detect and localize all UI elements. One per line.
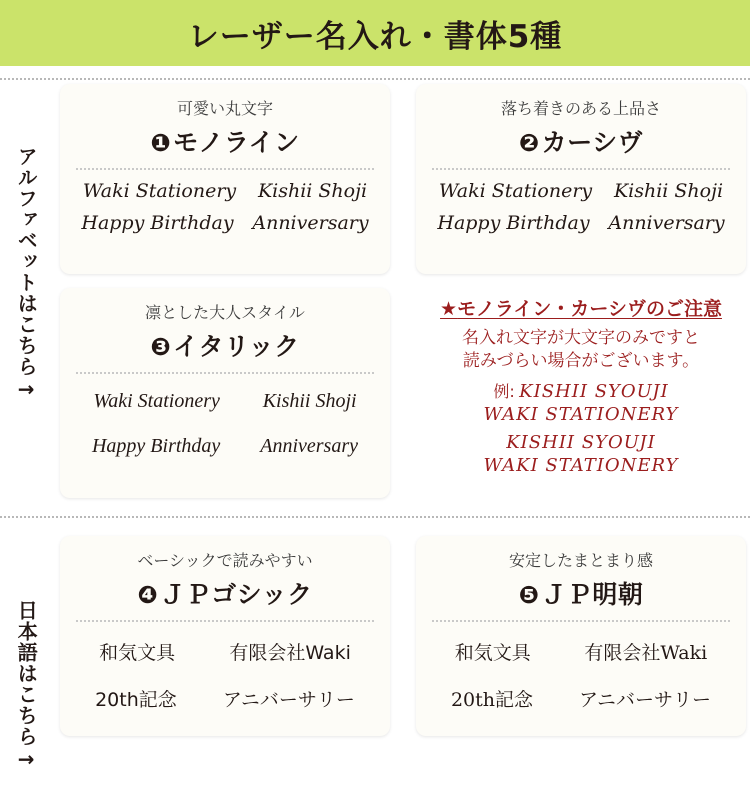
side-label-japanese-text: 日本語はこちら→ [14,600,39,772]
notice-title [428,294,734,321]
sample-row [72,685,378,712]
card-number: ❺ [518,581,540,609]
notice-example-line: KISHII SYOUJI [519,380,669,402]
notice-card [416,288,746,498]
page-title: レーザー名入れ・書体5種 [187,18,563,55]
notice-example-label: 例: [493,381,515,401]
sample-text: 20th記念 [95,689,177,711]
sample-text: Anniversary [252,212,369,234]
card-title [72,327,378,363]
sample-text: 和気文具 [454,642,531,664]
card-title [428,123,734,159]
sample-text: 有限会社Waki [229,642,351,664]
sample-text: Kishii Shoji [257,180,368,202]
sample-text: Happy Birthday [81,212,234,234]
sample-text: 有限会社Waki [584,642,708,664]
sample-text: Happy Birthday [437,212,590,234]
notice-title-text: モノライン・カーシヴのご注意 [457,298,722,320]
card-divider [76,372,374,374]
card-samples [428,180,734,234]
sample-row [428,180,734,202]
card-divider [432,168,730,170]
font-card-italic [60,288,390,498]
notice-line-2: 読みづらい場合がございます。 [462,350,700,371]
sample-text: Anniversary [608,212,725,234]
font-card-monoline [60,84,390,274]
card-subtitle: 落ち着きのある上品さ [500,99,661,118]
card-subtitle: 安定したまとまり感 [508,551,653,570]
card-number: ❷ [518,129,540,157]
card-samples [72,180,378,234]
sample-text: Waki Stationery [438,180,593,202]
side-label-alphabet [8,146,44,536]
sample-text: Kishii Shoji [262,390,357,412]
sample-row [72,390,378,413]
star-icon: ★ [440,298,458,320]
divider-top [0,78,750,80]
card-subtitle: 凛とした大人スタイル [145,303,305,322]
card-title [72,575,378,611]
sample-text: 和気文具 [99,642,176,664]
sample-text: アニバーサリー [222,689,355,711]
card-title-text: ＪＰゴシック [160,580,313,609]
card-samples [72,390,378,458]
sample-text: Kishii Shoji [613,180,724,202]
notice-example-line: WAKI STATIONERY [483,455,679,477]
sample-row [428,638,734,665]
sample-text: Anniversary [260,435,358,457]
card-title-text: カーシヴ [541,128,644,157]
card-divider [76,620,374,622]
card-subtitle: ベーシックで読みやすい [137,551,313,570]
page-body [0,66,750,772]
sample-row [428,212,734,234]
sample-row [72,638,378,665]
card-title-text: ＪＰ明朝 [541,580,644,609]
card-divider [432,620,730,622]
notice-example-line: WAKI STATIONERY [483,404,679,426]
sample-row [428,685,734,712]
card-title [72,123,378,159]
sample-text: Waki Stationery [82,180,237,202]
card-number: ❸ [150,333,172,361]
side-label-alphabet-text: アルファベットはこちら→ [14,146,39,402]
card-title-text: イタリック [173,332,300,361]
card-number: ❶ [150,129,172,157]
page-header [0,0,750,66]
font-card-cursive [416,84,746,274]
sample-row [72,180,378,202]
font-card-jp-gothic [60,536,390,736]
side-label-japanese [8,600,44,790]
divider-middle [0,516,750,518]
notice-example [428,379,734,478]
font-card-jp-mincho [416,536,746,736]
sample-row [72,435,378,458]
card-title [428,575,734,611]
notice-body [428,327,734,373]
sample-text: アニバーサリー [578,689,712,711]
sample-text: 20th記念 [450,689,534,711]
card-samples [72,638,378,712]
sample-text: Happy Birthday [91,435,221,457]
card-divider [76,168,374,170]
notice-line-1: 名入れ文字が大文字のみですと [462,328,700,348]
card-subtitle: 可愛い丸文字 [176,99,273,118]
card-title-text: モノライン [173,128,300,157]
card-samples [428,638,734,712]
notice-example-row-1 [428,379,734,403]
sample-row [72,212,378,234]
notice-example-line: KISHII SYOUJI [506,431,656,453]
card-number: ❹ [137,581,159,609]
sample-text: Waki Stationery [93,390,220,412]
